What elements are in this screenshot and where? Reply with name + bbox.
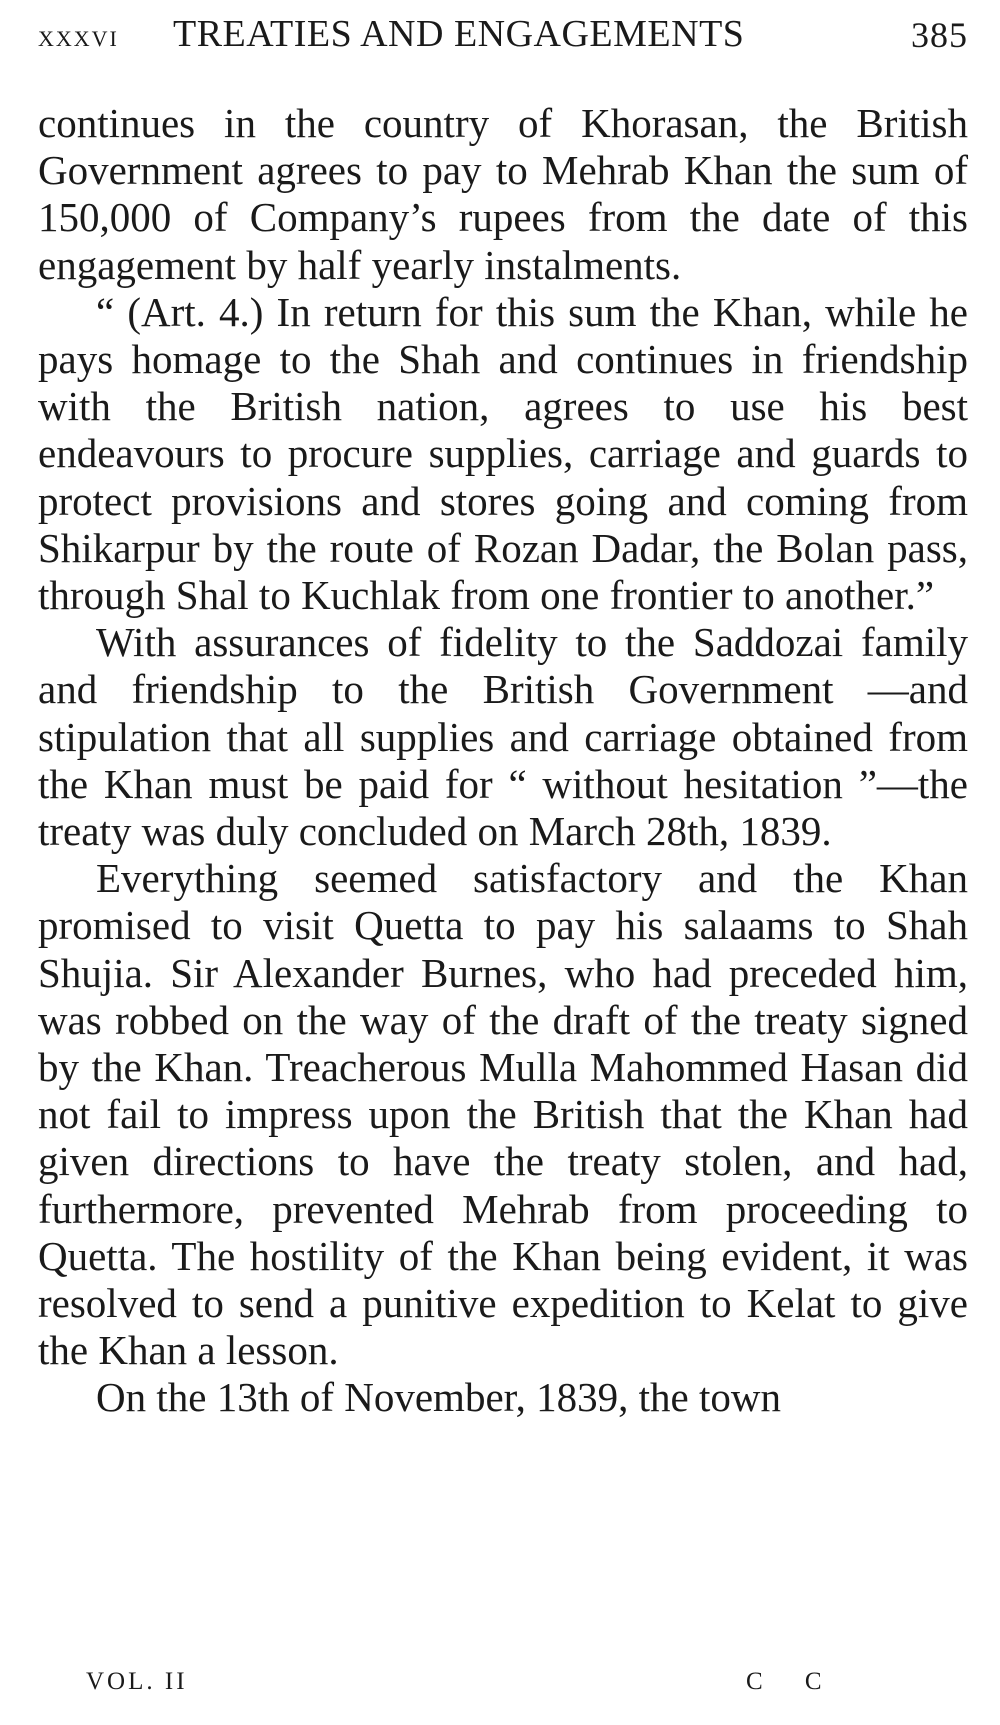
paragraph-assurances: With assurances of fidelity to the Saddozai family and friendship to the British Government —and stipulation that all supplies and carriage obtained from the Khan must be paid for “ without hesitation ”—the treaty was duly concluded on March 28th, 1839. — [38, 619, 968, 855]
chapter-number: xxxvi — [38, 18, 119, 53]
running-head — [38, 12, 968, 60]
signature-mark: C C — [746, 1668, 840, 1695]
page-footer — [38, 1668, 968, 1708]
paragraph-expedition: Everything seemed satisfactory and the Khan promised to visit Quetta to pay his salaams to Shah Shujia. Sir Alexander Burnes, who had preceded him, was robbed on the way of the draft of the treaty signed by the Khan. Treacherous Mulla Mahommed Hasan did not fail to impress upon the British that the Khan had given directions to have the treaty stolen, and had, furthermore, prevented Mehrab from proceeding to Quetta. The hostility of the Khan being evident, it was resolved to send a punitive expedition to Kelat to give the Khan a lesson. — [38, 855, 968, 1374]
running-title: TREATIES AND ENGAGEMENTS — [173, 13, 745, 55]
volume-label: VOL. II — [86, 1668, 188, 1695]
paragraph-november: On the 13th of November, 1839, the town — [96, 1374, 781, 1421]
paragraph-article-4: “ (Art. 4.) In return for this sum the Khan, while he pays homage to the Shah and continues in friendship with the British nation, agrees to use his best endeavours to procure supplies, carriage and guards to protect provisions and stores going and coming from Shikarpur by the route of Rozan Dadar, the Bolan pass, through Shal to Kuchlak from one frontier to another.” — [38, 288, 968, 619]
book-page — [38, 0, 968, 1725]
body-text — [38, 100, 968, 1422]
paragraph-continuation: continues in the country of Khorasan, the British Government agrees to pay to Mehrab Khan the sum of 150,000 of Company’s rupees from the date of this engagement by half yearly instalments. — [38, 100, 968, 288]
page-number: 385 — [911, 15, 968, 55]
